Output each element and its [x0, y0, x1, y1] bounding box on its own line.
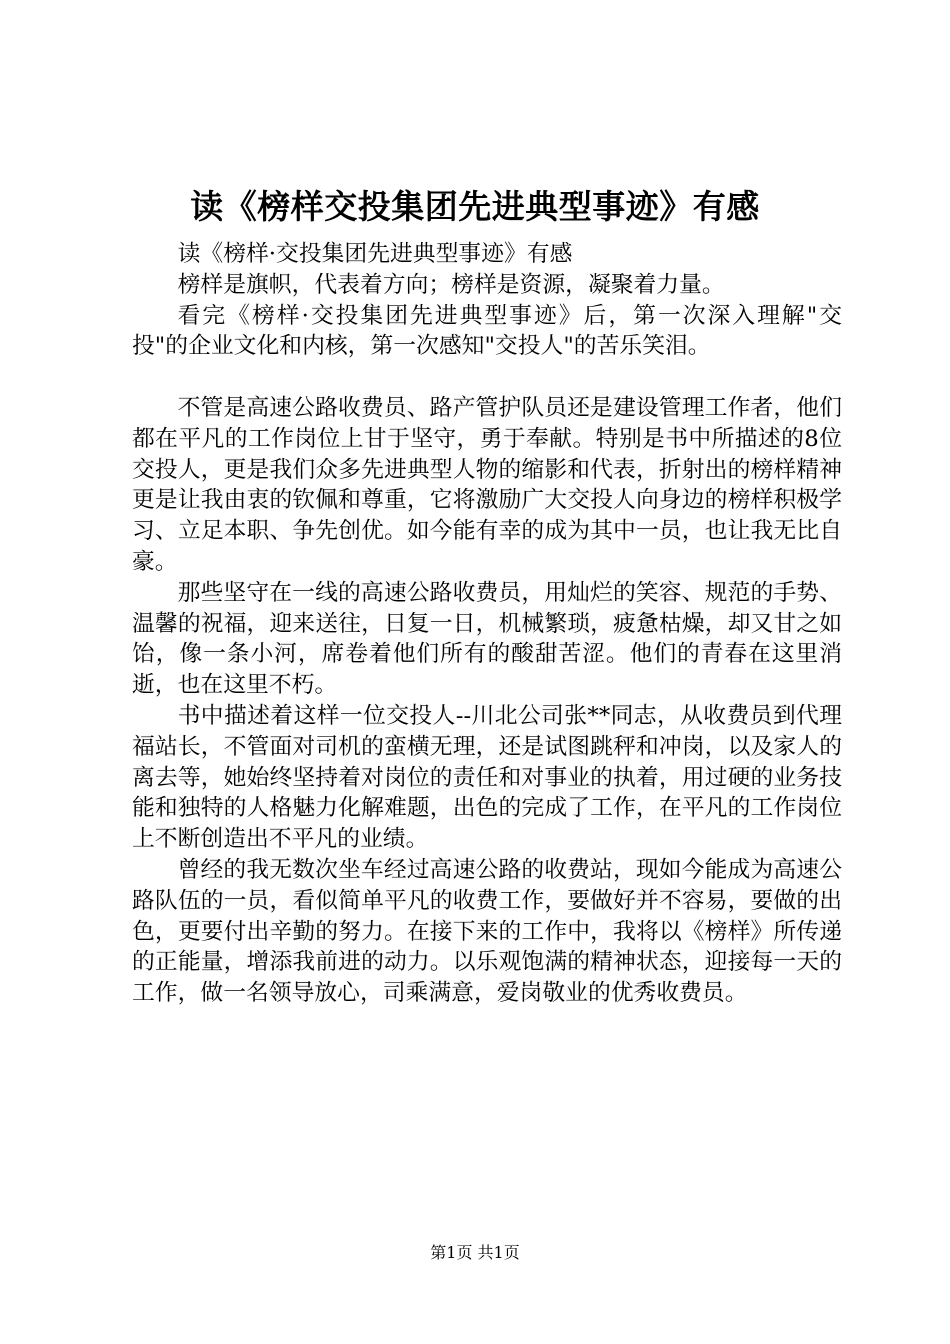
paragraph: 曾经的我无数次坐车经过高速公路的收费站，现如今能成为高速公路队伍的一员，看似简单平凡的收费工作，要做好并不容易，要做的出色，更要付出辛勤的努力。在接下来的工作中，我将以《榜样》所传递的正能量，增添我前进的动力。以乐观饱满的精神状态，迎接每一天的工作，做一名领导放心，司乘满意，爱岗敬业的优秀收费员。: [132, 856, 842, 1007]
paragraph: 书中描述着这样一位交投人--川北公司张**同志，从收费员到代理福站长，不管面对司机的蛮横无理，还是试图跳秤和冲岗，以及家人的离去等，她始终坚持着对岗位的责任和对事业的执着，用过硬的业务技能和独特的人格魅力化解难题，出色的完成了工作，在平凡的工作岗位上不断创造出不平凡的业绩。: [132, 702, 842, 853]
paragraph: 那些坚守在一线的高速公路收费员，用灿烂的笑容、规范的手势、温馨的祝福，迎来送往，日复一日，机械繁琐，疲惫枯燥，却又甘之如饴，像一条小河，席卷着他们所有的酸甜苦涩。他们的青春在这里消逝，也在这里不朽。: [132, 579, 842, 699]
paragraph: 不管是高速公路收费员、路产管护队员还是建设管理工作者，他们都在平凡的工作岗位上甘于坚守，勇于奉献。特别是书中所描述的8位交投人，更是我们众多先进典型人物的缩影和代表，折射出的榜样精神更是让我由衷的钦佩和尊重，它将激励广大交投人向身边的榜样积极学习、立足本职、争先创优。如今能有幸的成为其中一员，也让我无比自豪。: [132, 394, 842, 575]
page-number-footer: 第1页 共1页: [430, 1243, 520, 1262]
document-title: 读《榜样交投集团先进典型事迹》有感: [190, 187, 760, 226]
paragraph: 看完《榜样·交投集团先进典型事迹》后，第一次深入理解"交投"的企业文化和内核，第一次感知"交投人"的苦乐笑泪。: [132, 302, 842, 360]
paragraph: 榜样是旗帜，代表着方向；榜样是资源，凝聚着力量。: [177, 271, 725, 298]
document-body: [132, 239, 842, 1009]
paragraph: 读《榜样·交投集团先进典型事迹》有感: [177, 241, 573, 267]
